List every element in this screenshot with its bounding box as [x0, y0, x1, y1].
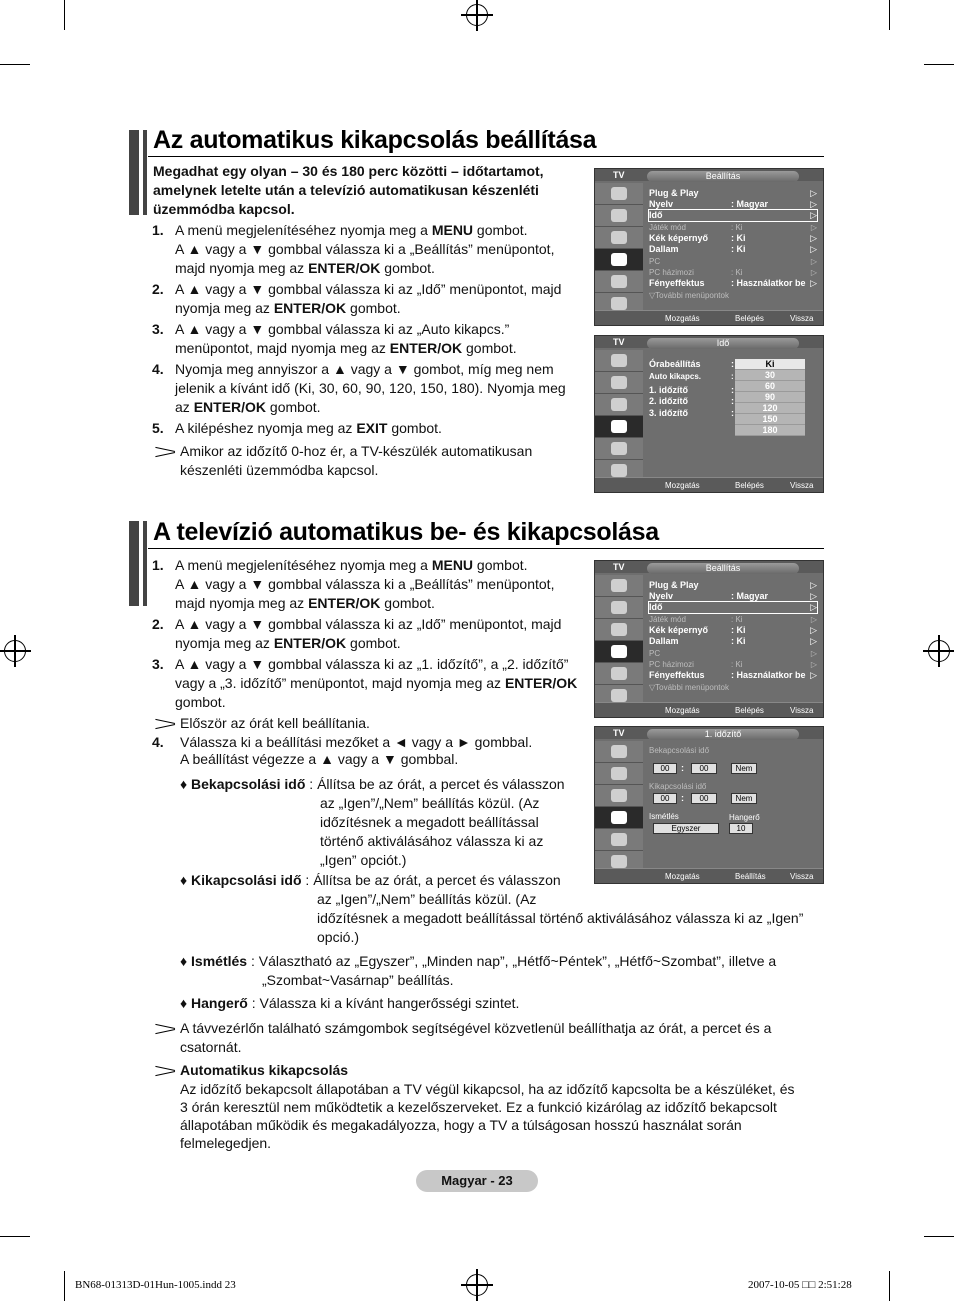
- volume-label: Hangerő: [729, 813, 760, 822]
- bullet-separator: :: [247, 953, 259, 969]
- menu-source-label: TV: [613, 170, 625, 180]
- step-text: [175, 615, 595, 653]
- option-item[interactable]: 30: [735, 370, 805, 381]
- step-fragment: A menü megjelenítéséhez nyomja meg a: [175, 222, 432, 238]
- menu-item[interactable]: [649, 580, 817, 591]
- crop-mark: [889, 1271, 890, 1301]
- menu-item[interactable]: [649, 670, 817, 681]
- menu-item-value: : Ki: [731, 625, 746, 635]
- menu-item-value: : Ki: [731, 244, 746, 254]
- registration-mark-icon: [4, 640, 26, 662]
- chevron-right-icon: ▷: [810, 199, 817, 209]
- step-number: 4.: [152, 734, 164, 750]
- input-icon[interactable]: [595, 438, 643, 460]
- step-line: [175, 556, 595, 575]
- step-line: [175, 259, 595, 278]
- menu-title: 1. időzítő: [647, 729, 799, 740]
- key-name: ENTER/OK: [273, 635, 347, 651]
- footer-hint: Belépés: [735, 481, 764, 490]
- option-list[interactable]: [735, 359, 805, 436]
- step-text: [175, 320, 595, 358]
- crop-mark: [924, 1236, 954, 1237]
- footer-file: BN68-01313D-01Hun-1005.indd 23: [75, 1279, 236, 1291]
- on-time-label: Bekapcsolási idő: [649, 746, 710, 755]
- step-fragment: A ▲ vagy a ▼ gombbal válassza ki az „1. időzítő”, a „2. időzítő”: [175, 656, 569, 672]
- off-enable-field[interactable]: Nem: [731, 793, 757, 804]
- step-text: [175, 280, 595, 318]
- step-fragment: A ▲ vagy a ▼ gombbal válassza ki az „Idő” menüpontot, majd: [175, 281, 562, 297]
- step-line: [175, 615, 595, 634]
- step-fragment: A ▲ vagy a ▼ gombbal válassza ki a „Beállítás” menüpontot,: [175, 576, 555, 592]
- menu-title: Idő: [647, 338, 799, 349]
- step-fragment: az: [175, 399, 194, 415]
- option-item[interactable]: 90: [735, 392, 805, 403]
- step-number: 1.: [152, 557, 164, 573]
- step-line: [175, 299, 595, 318]
- menu-item-separator: :: [731, 359, 734, 369]
- page-number-badge: Magyar - 23: [416, 1170, 538, 1192]
- bullet-term-label: ♦ Kikapcsolási idő: [180, 872, 302, 888]
- crop-mark: [0, 1236, 30, 1237]
- note-arrow-icon: [155, 718, 177, 730]
- bullet-line: Állítsa be az órát, a percet és válasszon: [317, 776, 565, 792]
- section-bar: [129, 130, 143, 215]
- time-colon: :: [681, 793, 684, 803]
- crop-mark: [889, 0, 890, 30]
- chevron-right-icon: ▷: [810, 580, 817, 590]
- channel-icon[interactable]: [595, 785, 643, 807]
- menu-title: Beállítás: [647, 171, 799, 182]
- step-fragment: nyomja meg az: [175, 635, 274, 651]
- tv-menu-setup: [594, 560, 824, 718]
- step-line: [175, 280, 595, 299]
- chevron-right-icon: ▷: [810, 625, 817, 635]
- step-text: Válassza ki a beállítási mezőket a ◄ vagy a ► gombbal. A beállítást végezze a ▲ vagy a ▼ gombbal.: [180, 734, 533, 767]
- key-name: MENU: [431, 557, 474, 573]
- on-hour-field[interactable]: 00: [653, 763, 677, 774]
- off-time-label: Kikapcsolási idő: [649, 782, 707, 791]
- crop-mark: [924, 64, 954, 65]
- menu-item-label: Fényeffektus: [649, 670, 705, 680]
- step-line: [175, 221, 595, 240]
- chevron-right-icon: ▷: [810, 223, 817, 232]
- bullet-term: [180, 952, 776, 971]
- menu-titlebar: [595, 727, 823, 739]
- step-fragment: gombot.: [473, 222, 528, 238]
- menu-item-value: : Ki: [731, 660, 743, 669]
- menu-item-label: 2. időzítő: [649, 396, 688, 406]
- menu-item-label: Kék képernyő: [649, 233, 709, 243]
- menu-item-separator: :: [731, 385, 734, 395]
- menu-item-value: : Magyar: [731, 591, 769, 601]
- menu-item[interactable]: [649, 591, 817, 602]
- menu-item-label: Fényeffektus: [649, 278, 705, 288]
- key-name: EXIT: [356, 420, 388, 436]
- channel-icon[interactable]: [595, 619, 643, 641]
- menu-item-label: Órabeállítás: [649, 359, 701, 369]
- footer-hint: Mozgatás: [665, 314, 700, 323]
- step-line: [175, 594, 595, 613]
- step-line: [175, 693, 595, 712]
- step-fragment: gombot.: [380, 260, 435, 276]
- menu-titlebar: [595, 336, 823, 348]
- on-minute-field[interactable]: 00: [691, 763, 717, 774]
- section-rule: [148, 156, 824, 157]
- option-item[interactable]: 120: [735, 403, 805, 414]
- step-fragment: A menü megjelenítéséhez nyomja meg a: [175, 557, 432, 573]
- step-fragment: majd nyomja meg az: [175, 260, 309, 276]
- volume-field[interactable]: 10: [729, 823, 753, 834]
- menu-item[interactable]: [649, 233, 817, 244]
- step-fragment: A ▲ vagy a ▼ gombbal válassza ki az „Idő” menüpontot, majd: [175, 616, 562, 632]
- step-line: [175, 339, 595, 358]
- picture-icon[interactable]: [595, 741, 643, 763]
- menu-titlebar: [595, 169, 823, 181]
- menu-item-value: : Magyar: [731, 199, 769, 209]
- menu-body: [645, 350, 821, 480]
- menu-title: Beállítás: [647, 563, 799, 574]
- menu-item-label: PC házimozi: [649, 660, 694, 669]
- key-name: ENTER/OK: [504, 675, 578, 691]
- step-text: [175, 556, 595, 613]
- step-number: 3.: [152, 321, 164, 337]
- note-arrow-icon: [155, 1065, 177, 1077]
- menu-item-value: : Ki: [731, 233, 746, 243]
- option-item[interactable]: 60: [735, 381, 805, 392]
- menu-item-separator: :: [731, 372, 734, 381]
- menu-icon-column: [595, 575, 643, 707]
- menu-item-label: PC: [649, 257, 661, 266]
- menu-item-label: Plug & Play: [649, 580, 699, 590]
- menu-item[interactable]: [649, 210, 817, 221]
- off-hour-field[interactable]: 00: [653, 793, 677, 804]
- step-line: [175, 398, 595, 417]
- bullet-line: Állítsa be az órát, a percet és válasszon: [313, 872, 561, 888]
- menu-item-label: Nyelv: [649, 591, 674, 601]
- menu-item-label: Dallam: [649, 636, 679, 646]
- chevron-right-icon: ▷: [810, 670, 817, 680]
- step-line: [175, 575, 595, 594]
- menu-item[interactable]: [649, 267, 817, 278]
- registration-mark-icon: [466, 1274, 488, 1296]
- step-fragment: gombot.: [462, 340, 517, 356]
- step-line: [175, 419, 595, 438]
- off-minute-field[interactable]: 00: [691, 793, 717, 804]
- registration-mark-icon: [466, 4, 488, 26]
- tv-menu-setup: [594, 168, 824, 326]
- step-number: 3.: [152, 656, 164, 672]
- sound-icon[interactable]: [595, 372, 643, 394]
- key-name: ENTER/OK: [273, 300, 347, 316]
- input-icon[interactable]: [595, 271, 643, 293]
- channel-icon[interactable]: [595, 227, 643, 249]
- menu-item-label: 3. időzítő: [649, 408, 688, 418]
- intro-text: Megadhat egy olyan – 30 és 180 perc közötti – időtartamot, amelynek letelte után a televízió automatikusan készenléti üzemmódba kapcsol.: [153, 163, 544, 217]
- step-text: [175, 360, 595, 417]
- step-line: [175, 655, 595, 674]
- menu-item-label: Dallam: [649, 244, 679, 254]
- step-fragment: A ▲ vagy a ▼ gombbal válassza ki a „Beállítás” menüpontot,: [175, 241, 555, 257]
- picture-icon[interactable]: [595, 350, 643, 372]
- menu-body: [645, 741, 821, 871]
- menu-item-value: : Ki: [731, 268, 743, 277]
- menu-item-label: Játék mód: [649, 223, 686, 232]
- chevron-right-icon: ▷: [810, 188, 817, 198]
- step-line: [175, 634, 595, 653]
- chevron-right-icon: ▷: [810, 660, 817, 669]
- sound-icon[interactable]: [595, 763, 643, 785]
- menu-item[interactable]: [649, 188, 817, 199]
- step-line: [175, 360, 595, 379]
- footer-hint: Vissza: [790, 872, 814, 881]
- bullet-line: időzítésnek a megadott beállítással: [320, 814, 539, 830]
- menu-item[interactable]: [649, 602, 817, 613]
- bullet-line: az „Igen”/„Nem” beállítás közül. (Az: [317, 891, 537, 907]
- on-enable-field[interactable]: Nem: [731, 763, 757, 774]
- sound-icon[interactable]: [595, 597, 643, 619]
- menu-icon-column: [595, 741, 643, 873]
- menu-item-label: PC: [649, 649, 661, 658]
- menu-source-label: TV: [613, 337, 625, 347]
- tv-menu-time: [594, 335, 824, 493]
- bullet-term: [180, 871, 561, 890]
- bullet-line: időzítésnek a megadott beállítással történő aktiválásához válassza ki az „Igen”: [317, 910, 804, 926]
- footer-hint: Beállítás: [735, 872, 766, 881]
- chevron-right-icon: ▷: [810, 602, 817, 612]
- menu-item[interactable]: [649, 222, 817, 233]
- section-title: A televízió automatikus be- és kikapcsolása: [153, 518, 659, 546]
- step-number: 5.: [152, 420, 164, 436]
- bullet-line: Választható az „Egyszer”, „Minden nap”, „Hétfő~Péntek”, „Hétfő~Szombat”, illetve a: [258, 953, 777, 969]
- step-number: 2.: [152, 281, 164, 297]
- step-text: [175, 419, 595, 438]
- menu-icon-column: [595, 350, 643, 482]
- footer-hint: Vissza: [790, 314, 814, 323]
- note-arrow-icon: [155, 1023, 177, 1035]
- chevron-right-icon: ▷: [810, 257, 817, 266]
- menu-item-value: : Ki: [731, 615, 743, 624]
- bullet-line: opció.): [317, 929, 360, 945]
- channel-icon[interactable]: [595, 394, 643, 416]
- menu-item[interactable]: [649, 278, 817, 289]
- chevron-right-icon: ▷: [810, 210, 817, 220]
- crop-mark: [0, 64, 30, 65]
- chevron-right-icon: ▷: [810, 615, 817, 624]
- footer-hint: Vissza: [790, 481, 814, 490]
- footer-hint: Belépés: [735, 314, 764, 323]
- step-fragment: A kilépéshez nyomja meg az: [175, 420, 357, 436]
- menu-item-value: : Használatkor be: [731, 278, 806, 288]
- chevron-right-icon: ▷: [810, 233, 817, 243]
- time-colon: :: [681, 763, 684, 773]
- key-name: ENTER/OK: [193, 399, 267, 415]
- step-line: [175, 320, 595, 339]
- menu-item[interactable]: [649, 636, 817, 647]
- bullet-term: [180, 775, 565, 794]
- bullet-term-label: ♦ Hangerő: [180, 995, 248, 1011]
- repeat-field[interactable]: Egyszer: [653, 823, 719, 834]
- footer-hint: Mozgatás: [665, 872, 700, 881]
- menu-item-label: Játék mód: [649, 615, 686, 624]
- menu-source-label: TV: [613, 728, 625, 738]
- input-icon[interactable]: [595, 663, 643, 685]
- picture-icon[interactable]: [595, 575, 643, 597]
- step-fragment: gombot.: [387, 420, 442, 436]
- menu-item[interactable]: [649, 625, 817, 636]
- note-arrow-icon: [155, 446, 177, 458]
- step-fragment: vagy a „3. időzítő” menüpontot, majd nyomja meg az: [175, 675, 505, 691]
- chevron-right-icon: ▷: [810, 591, 817, 601]
- crop-mark: [64, 0, 65, 30]
- chevron-right-icon: ▷: [810, 636, 817, 646]
- bullet-line: az „Igen”/„Nem” beállítás közül. (Az: [320, 795, 540, 811]
- key-name: MENU: [431, 222, 474, 238]
- picture-icon[interactable]: [595, 183, 643, 205]
- setup-icon[interactable]: [595, 641, 643, 663]
- step-number: 1.: [152, 222, 164, 238]
- menu-item-separator: :: [731, 396, 734, 406]
- menu-body: [645, 183, 821, 313]
- step-line: [175, 674, 595, 693]
- footer-hint: Mozgatás: [665, 706, 700, 715]
- step-fragment: menüpontot, majd nyomja meg az: [175, 340, 390, 356]
- bullet-separator: :: [301, 872, 314, 888]
- step-fragment: gombot.: [175, 694, 226, 710]
- menu-item-label: Idő: [649, 210, 663, 220]
- setup-icon[interactable]: [595, 416, 643, 438]
- menu-item-label: Kék képernyő: [649, 625, 709, 635]
- sound-icon[interactable]: [595, 205, 643, 227]
- input-icon[interactable]: [595, 829, 643, 851]
- menu-item[interactable]: [649, 659, 817, 670]
- menu-item-label: Auto kikapcs.: [649, 372, 702, 381]
- footer-hint: Vissza: [790, 706, 814, 715]
- step-fragment: Nyomja meg annyiszor a ▲ vagy a ▼ gombot, míg meg nem: [175, 361, 554, 377]
- menu-item[interactable]: [649, 244, 817, 255]
- menu-item-label: Nyelv: [649, 199, 674, 209]
- bullet-line: „Szombat~Vasárnap” beállítás.: [262, 972, 454, 988]
- option-item[interactable]: Ki: [735, 359, 805, 370]
- section-bar: [129, 521, 143, 606]
- menu-item-label: Idő: [649, 602, 663, 612]
- bullet-separator: :: [305, 776, 318, 792]
- menu-item-value: : Ki: [731, 636, 746, 646]
- note-text: Automatikus kikapcsolás Az időzítő bekapcsolt állapotában a TV végül kikapcsol, ha az időzítő kapcsolta be a készüléket, és 3 órán keresztül nem működtetik a kezelőszerveket. Ez a funkció kizárólag az időzítő bekapcsolt állapotában működik és megakadályozza, hogy a TV a túlságosan hosszú használat során felmelegedjen.: [180, 1062, 795, 1151]
- chevron-right-icon: ▷: [810, 649, 817, 658]
- menu-source-label: TV: [613, 562, 625, 572]
- more-items-hint[interactable]: ▽További menüpontok: [649, 291, 729, 300]
- bullet-line: történő aktiválásához válassza ki az: [320, 833, 544, 849]
- menu-item[interactable]: [649, 648, 817, 659]
- step-fragment: gombot.: [473, 557, 528, 573]
- repeat-label: Ismétlés: [649, 812, 679, 821]
- menu-item[interactable]: [649, 199, 817, 210]
- menu-item-label: 1. időzítő: [649, 385, 688, 395]
- footer-date: 2007-10-05 □□ 2:51:28: [748, 1279, 852, 1291]
- menu-item-label: PC házimozi: [649, 268, 694, 277]
- bullet-term: [180, 994, 519, 1013]
- chevron-right-icon: ▷: [810, 244, 817, 254]
- step-fragment: jelenik a kívánt idő (Ki, 30, 60, 90, 120, 150, 180). Nyomja meg: [175, 380, 566, 396]
- section-rule: [148, 548, 824, 549]
- step-line: [175, 240, 595, 259]
- step-text: [175, 655, 595, 712]
- key-name: ENTER/OK: [308, 260, 381, 276]
- step-fragment: majd nyomja meg az: [175, 595, 309, 611]
- menu-icon-column: [595, 183, 643, 315]
- tv-menu-timer: [594, 726, 824, 884]
- option-item[interactable]: 180: [735, 425, 805, 436]
- menu-item-value: : Használatkor be: [731, 670, 806, 680]
- step-fragment: gombot.: [346, 300, 401, 316]
- registration-mark-icon: [928, 640, 950, 662]
- crop-mark: [64, 1271, 65, 1301]
- step-fragment: gombot.: [380, 595, 435, 611]
- step-fragment: nyomja meg az: [175, 300, 274, 316]
- menu-item-label: Plug & Play: [649, 188, 699, 198]
- step-fragment: gombot.: [266, 399, 321, 415]
- key-name: ENTER/OK: [389, 340, 463, 356]
- chevron-right-icon: ▷: [810, 278, 817, 288]
- note-text: Amikor az időzítő 0-hoz ér, a TV-készülék automatikusan készenléti üzemmódba kapcsol.: [180, 443, 533, 478]
- chevron-right-icon: ▷: [810, 268, 817, 277]
- note-text: A távvezérlőn található számgombok segítségével közvetlenül beállíthatja az órát, a percet és a csatornát.: [180, 1020, 772, 1055]
- section-title: Az automatikus kikapcsolás beállítása: [153, 126, 597, 154]
- more-items-hint[interactable]: ▽További menüpontok: [649, 683, 729, 692]
- bullet-separator: :: [247, 995, 260, 1011]
- step-text: [175, 221, 595, 278]
- step-fragment: A ▲ vagy a ▼ gombbal válassza ki az „Auto kikapcs.”: [175, 321, 510, 337]
- menu-item[interactable]: [649, 614, 817, 625]
- bullet-line: „Igen” opciót.): [320, 852, 407, 868]
- menu-item-separator: :: [731, 408, 734, 418]
- note-text: Először az órát kell beállítania.: [180, 715, 370, 731]
- setup-icon[interactable]: [595, 807, 643, 829]
- menu-body: [645, 575, 821, 705]
- step-number: 4.: [152, 361, 164, 377]
- footer-hint: Mozgatás: [665, 481, 700, 490]
- step-number: 2.: [152, 616, 164, 632]
- menu-titlebar: [595, 561, 823, 573]
- menu-item-value: : Ki: [731, 223, 743, 232]
- key-name: ENTER/OK: [308, 595, 381, 611]
- menu-item[interactable]: [649, 256, 817, 267]
- setup-icon[interactable]: [595, 249, 643, 271]
- footer-hint: Belépés: [735, 706, 764, 715]
- option-item[interactable]: 150: [735, 414, 805, 425]
- bullet-term-label: ♦ Ismétlés: [180, 953, 248, 969]
- bullet-term-label: ♦ Bekapcsolási idő: [180, 776, 306, 792]
- step-line: [175, 379, 595, 398]
- step-fragment: gombot.: [346, 635, 401, 651]
- bullet-line: Válassza ki a kívánt hangerősségi szintet.: [259, 995, 520, 1011]
